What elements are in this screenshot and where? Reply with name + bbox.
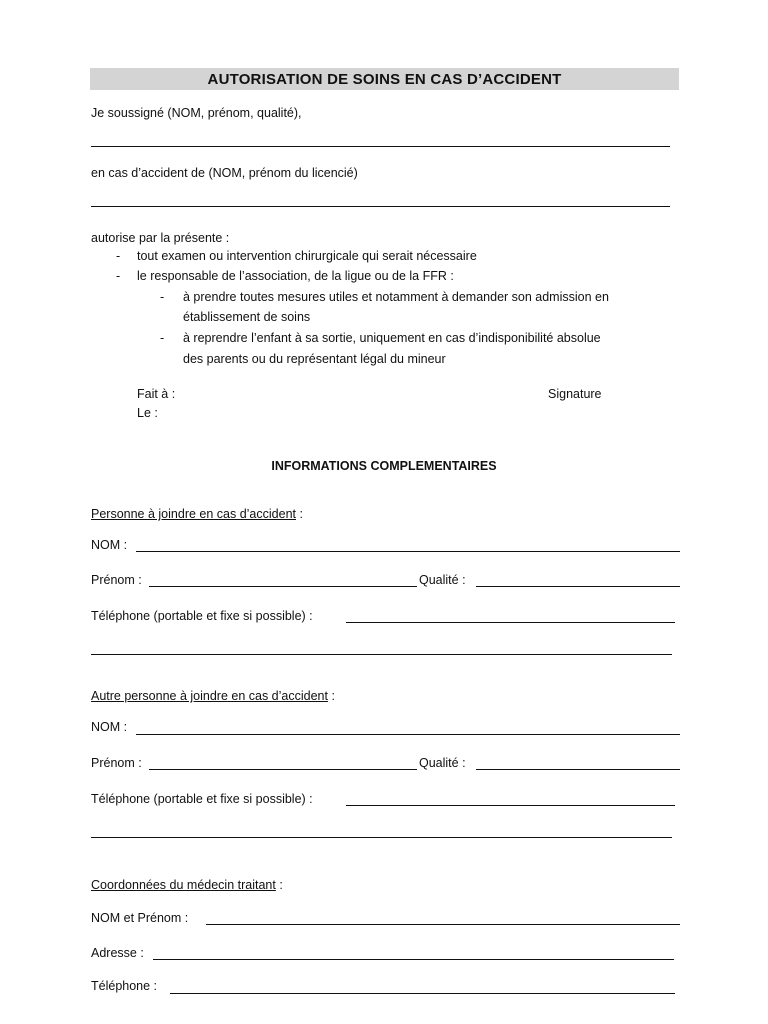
- contact2-qualite-label: Qualité :: [419, 756, 466, 770]
- sub-bullet-dash: -: [160, 290, 165, 304]
- sub-bullet-item-continued: des parents ou du représentant légal du mineur: [183, 352, 446, 366]
- contact1-qualite-label: Qualité :: [419, 573, 466, 587]
- signature-label: Signature: [548, 387, 602, 401]
- medecin-telephone-field[interactable]: [170, 993, 675, 994]
- autorise-label: autorise par la présente :: [91, 231, 230, 245]
- bullet-item: tout examen ou intervention chirurgicale qui serait nécessaire: [137, 249, 477, 263]
- sub-bullet-item: à prendre toutes mesures utiles et notamment à demander son admission en: [183, 290, 609, 304]
- contact2-prenom-label: Prénom :: [91, 756, 142, 770]
- contact2-nom-field[interactable]: [136, 734, 680, 735]
- contact2-qualite-field[interactable]: [476, 769, 680, 770]
- contact1-nom-field[interactable]: [136, 551, 680, 552]
- contact2-nom-label: NOM :: [91, 720, 128, 734]
- medecin-heading-text: Coordonnées du médecin traitant: [91, 878, 276, 892]
- bullet-item: le responsable de l’association, de la ligue ou de la FFR :: [137, 269, 454, 283]
- licencie-field[interactable]: [91, 206, 670, 207]
- contact1-telephone-label: Téléphone (portable et fixe si possible) :: [91, 609, 313, 623]
- contact1-telephone-field[interactable]: [346, 622, 675, 623]
- contact2-heading: [91, 689, 335, 703]
- contact2-telephone-field[interactable]: [346, 805, 675, 806]
- medecin-nom-label: NOM et Prénom :: [91, 911, 189, 925]
- contact2-heading-colon: :: [327, 689, 335, 703]
- bullet-dash: -: [116, 249, 121, 263]
- le-label: Le :: [137, 406, 158, 420]
- contact1-qualite-field[interactable]: [476, 586, 680, 587]
- medecin-heading-colon: :: [275, 878, 283, 892]
- document-title: AUTORISATION DE SOINS EN CAS D’ACCIDENT: [90, 68, 679, 90]
- soussigne-label: Je soussigné (NOM, prénom, qualité),: [91, 106, 302, 120]
- contact2-telephone-field-extra[interactable]: [91, 837, 672, 838]
- soussigne-field[interactable]: [91, 146, 670, 147]
- contact1-nom-label: NOM :: [91, 538, 128, 552]
- contact2-telephone-label: Téléphone (portable et fixe si possible) :: [91, 792, 313, 806]
- contact1-heading-text: Personne à joindre en cas d’accident: [91, 507, 296, 521]
- contact1-prenom-field[interactable]: [149, 586, 417, 587]
- accident-de-label: en cas d’accident de (NOM, prénom du licencié): [91, 166, 358, 180]
- contact1-heading-colon: :: [296, 507, 303, 521]
- contact1-telephone-field-extra[interactable]: [91, 654, 672, 655]
- sub-bullet-dash: -: [160, 331, 165, 345]
- sub-bullet-item-continued: établissement de soins: [183, 310, 311, 324]
- info-heading: INFORMATIONS COMPLEMENTAIRES: [271, 459, 497, 473]
- medecin-adresse-field[interactable]: [153, 959, 674, 960]
- contact2-heading-text: Autre personne à joindre en cas d’accident: [91, 689, 328, 703]
- bullet-dash: -: [116, 269, 121, 283]
- contact1-prenom-label: Prénom :: [91, 573, 142, 587]
- sub-bullet-item: à reprendre l’enfant à sa sortie, uniquement en cas d’indisponibilité absolue: [183, 331, 601, 345]
- contact2-prenom-field[interactable]: [149, 769, 417, 770]
- medecin-heading: [91, 878, 283, 892]
- medecin-adresse-label: Adresse :: [91, 946, 144, 960]
- contact1-heading: [91, 507, 303, 521]
- medecin-nom-field[interactable]: [206, 924, 680, 925]
- medecin-telephone-label: Téléphone :: [91, 979, 158, 993]
- fait-a-label: Fait à :: [137, 387, 176, 401]
